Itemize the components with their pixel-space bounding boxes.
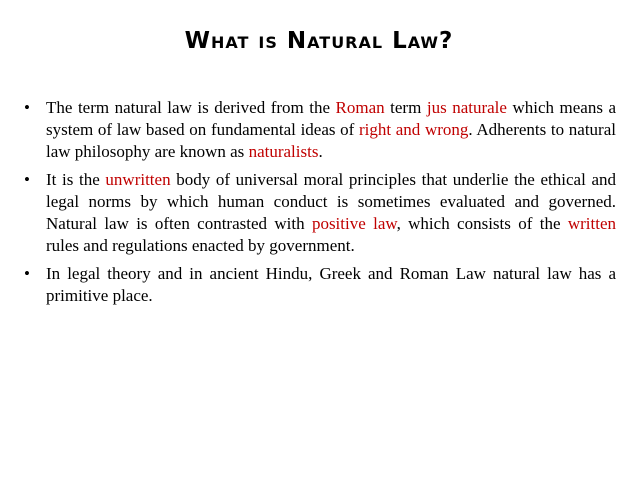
bullet-item-1: [24, 97, 616, 163]
bullet-icon: •: [24, 170, 30, 189]
bullet-item-3: [24, 263, 616, 307]
bullet-item-2: [24, 169, 616, 257]
highlight-written: written: [567, 214, 616, 233]
highlight-roman: Roman: [335, 98, 385, 117]
text-segment: , which consists of the: [396, 214, 568, 233]
bullet-text-2: [46, 170, 616, 255]
bullet-icon: •: [24, 98, 30, 117]
text-segment: body of universal moral principles that underlie the ethical and legal norms by which human conduct is sometimes evaluated and governed. Natural law is often contrasted with: [46, 170, 616, 233]
bullet-text-3: [46, 264, 616, 305]
text-segment: term: [384, 98, 427, 117]
text-segment: It is the: [46, 170, 106, 189]
highlight-naturalists: naturalists: [248, 142, 319, 161]
bullet-list: [24, 97, 616, 313]
text-segment: In legal theory and in ancient Hindu, Greek and Roman Law natural law has a primitive place.: [46, 264, 616, 305]
text-segment: rules and regulations enacted by government.: [46, 236, 355, 255]
bullet-icon: •: [24, 264, 30, 283]
highlight-unwritten: unwritten: [105, 170, 171, 189]
slide-title: What is Natural Law?: [184, 28, 454, 54]
bullet-text-1: [46, 98, 616, 161]
text-segment: The term natural law is derived from the: [46, 98, 336, 117]
text-segment: .: [318, 142, 323, 161]
highlight-jus-naturale: jus naturale: [426, 98, 507, 117]
text-segment: . Adherents to natural law philosophy are known as: [46, 120, 616, 161]
text-segment: which means a system of law based on fundamental ideas of: [46, 98, 616, 139]
highlight-positive-law: positive law: [311, 214, 397, 233]
highlight-right-and-wrong: right and wrong: [358, 120, 469, 139]
